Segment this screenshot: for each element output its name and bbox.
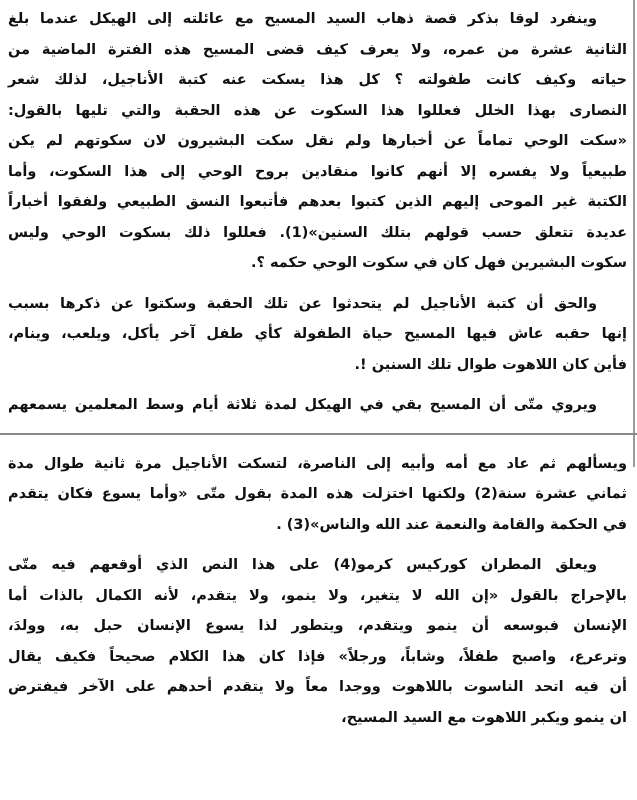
text-line: والحق أن كتبة الأناجيل لم يتحدثوا عن تلك الحقبة وسكتوا عن ذكرها بسبب [8, 295, 597, 312]
text-line: بالإحراج بالقول «إن الله لا يتغير، ولا ينمو، ولا يتقدم، لأنه الكمال بالذات أما [8, 587, 627, 604]
text-line: ان ينمو ويكبر اللاهوت مع السيد المسيح، [341, 709, 627, 726]
page-break [0, 429, 637, 449]
text-line: فأين كان اللاهوت طوال تلك السنين !. [354, 356, 627, 373]
text-line: طبيعياً ولا يفسره إلا أنهم كانوا منقادين بروح الوحي إلى هذا السكوت، وأما [8, 163, 627, 180]
text-line: النصارى بهذا الخلل فعللوا هذا السكوت عن هذه الحقبة والتي تليها بالقول: [8, 102, 627, 119]
text-line: ويسألهم ثم عاد مع أمه وأبيه إلى الناصرة، لتسكت الأناجيل مرة ثانية طوال مدة [8, 455, 627, 472]
text-line: ويعلق المطران كوركيس كرمو(4) على هذا النص الذي أوقعهم فيه متّى [8, 557, 597, 573]
page-separator [0, 433, 637, 435]
text-line: «سكت الوحي تماماً عن أخبارها ولم نقل سكت البشيرون لان سكوتهم لم يكن [8, 133, 627, 149]
text-line: وترعرع، واصبح طفلاً، وشاباً، ورجلاً» فإذا كان هذا الكلام صحيحاً فكيف يقال [8, 648, 627, 665]
paragraph-gap [8, 279, 627, 289]
text-line: عديدة تتعلق حسب قولهم بتلك السنين»(1). فعللوا ذلك بسكوت الوحي وليس [8, 224, 627, 241]
text-line: الثانية عشرة من عمره، ولا يعرف كيف قضى المسيح هذه الفترة الماضية من [8, 41, 627, 58]
text-line: ويروي متّى أن المسيح بقي في الهيكل لمدة ثلاثة أيام وسط المعلمين يسمعهم [8, 397, 597, 413]
text-line: وينفرد لوقا بذكر قصة ذهاب السيد المسيح مع عائلته إلى الهيكل عندما بلغ [8, 11, 597, 27]
text-line: أن فيه اتحد الناسوت باللاهوت ووجدا معاً ولا يتقدم أحدهم على الآخر فيفترض [8, 679, 627, 695]
paragraph-gap [8, 380, 627, 390]
text-line: الكتبة غير الموحى إليهم الذين كتبوا بعدهم فأتبعوا النسق الطبيعي ولفقوا أخباراً [8, 194, 627, 210]
text-line: سكوت البشيرين فهل كان في سكوت الوحي حكمه ؟. [251, 255, 627, 271]
text-line: إنها حقبه عاش فيها المسيح حياة الطفولة كأي طفل آخر يأكل، ويلعب، وينام، [8, 326, 627, 342]
paragraph-gap [8, 540, 627, 550]
text-line: ثماني عشرة سنة(2) ولكنها اختزلت هذه المدة بقول متّى «وأما يسوع فكان يتقدم [8, 486, 627, 502]
text-line: الإنسان فبوسعه أن ينمو ويتقدم، ويتطور لذا يسوع الإنسان حبل به، وولدَ، [8, 618, 627, 634]
text-line: حياته وكيف كانت طفولته ؟ كل هذا يسكت عنه كتبة الأناجيل، لذلك شعر [8, 72, 627, 88]
text-line: في الحكمة والقامة والنعمة عند الله والناس»(3) . [276, 516, 627, 533]
